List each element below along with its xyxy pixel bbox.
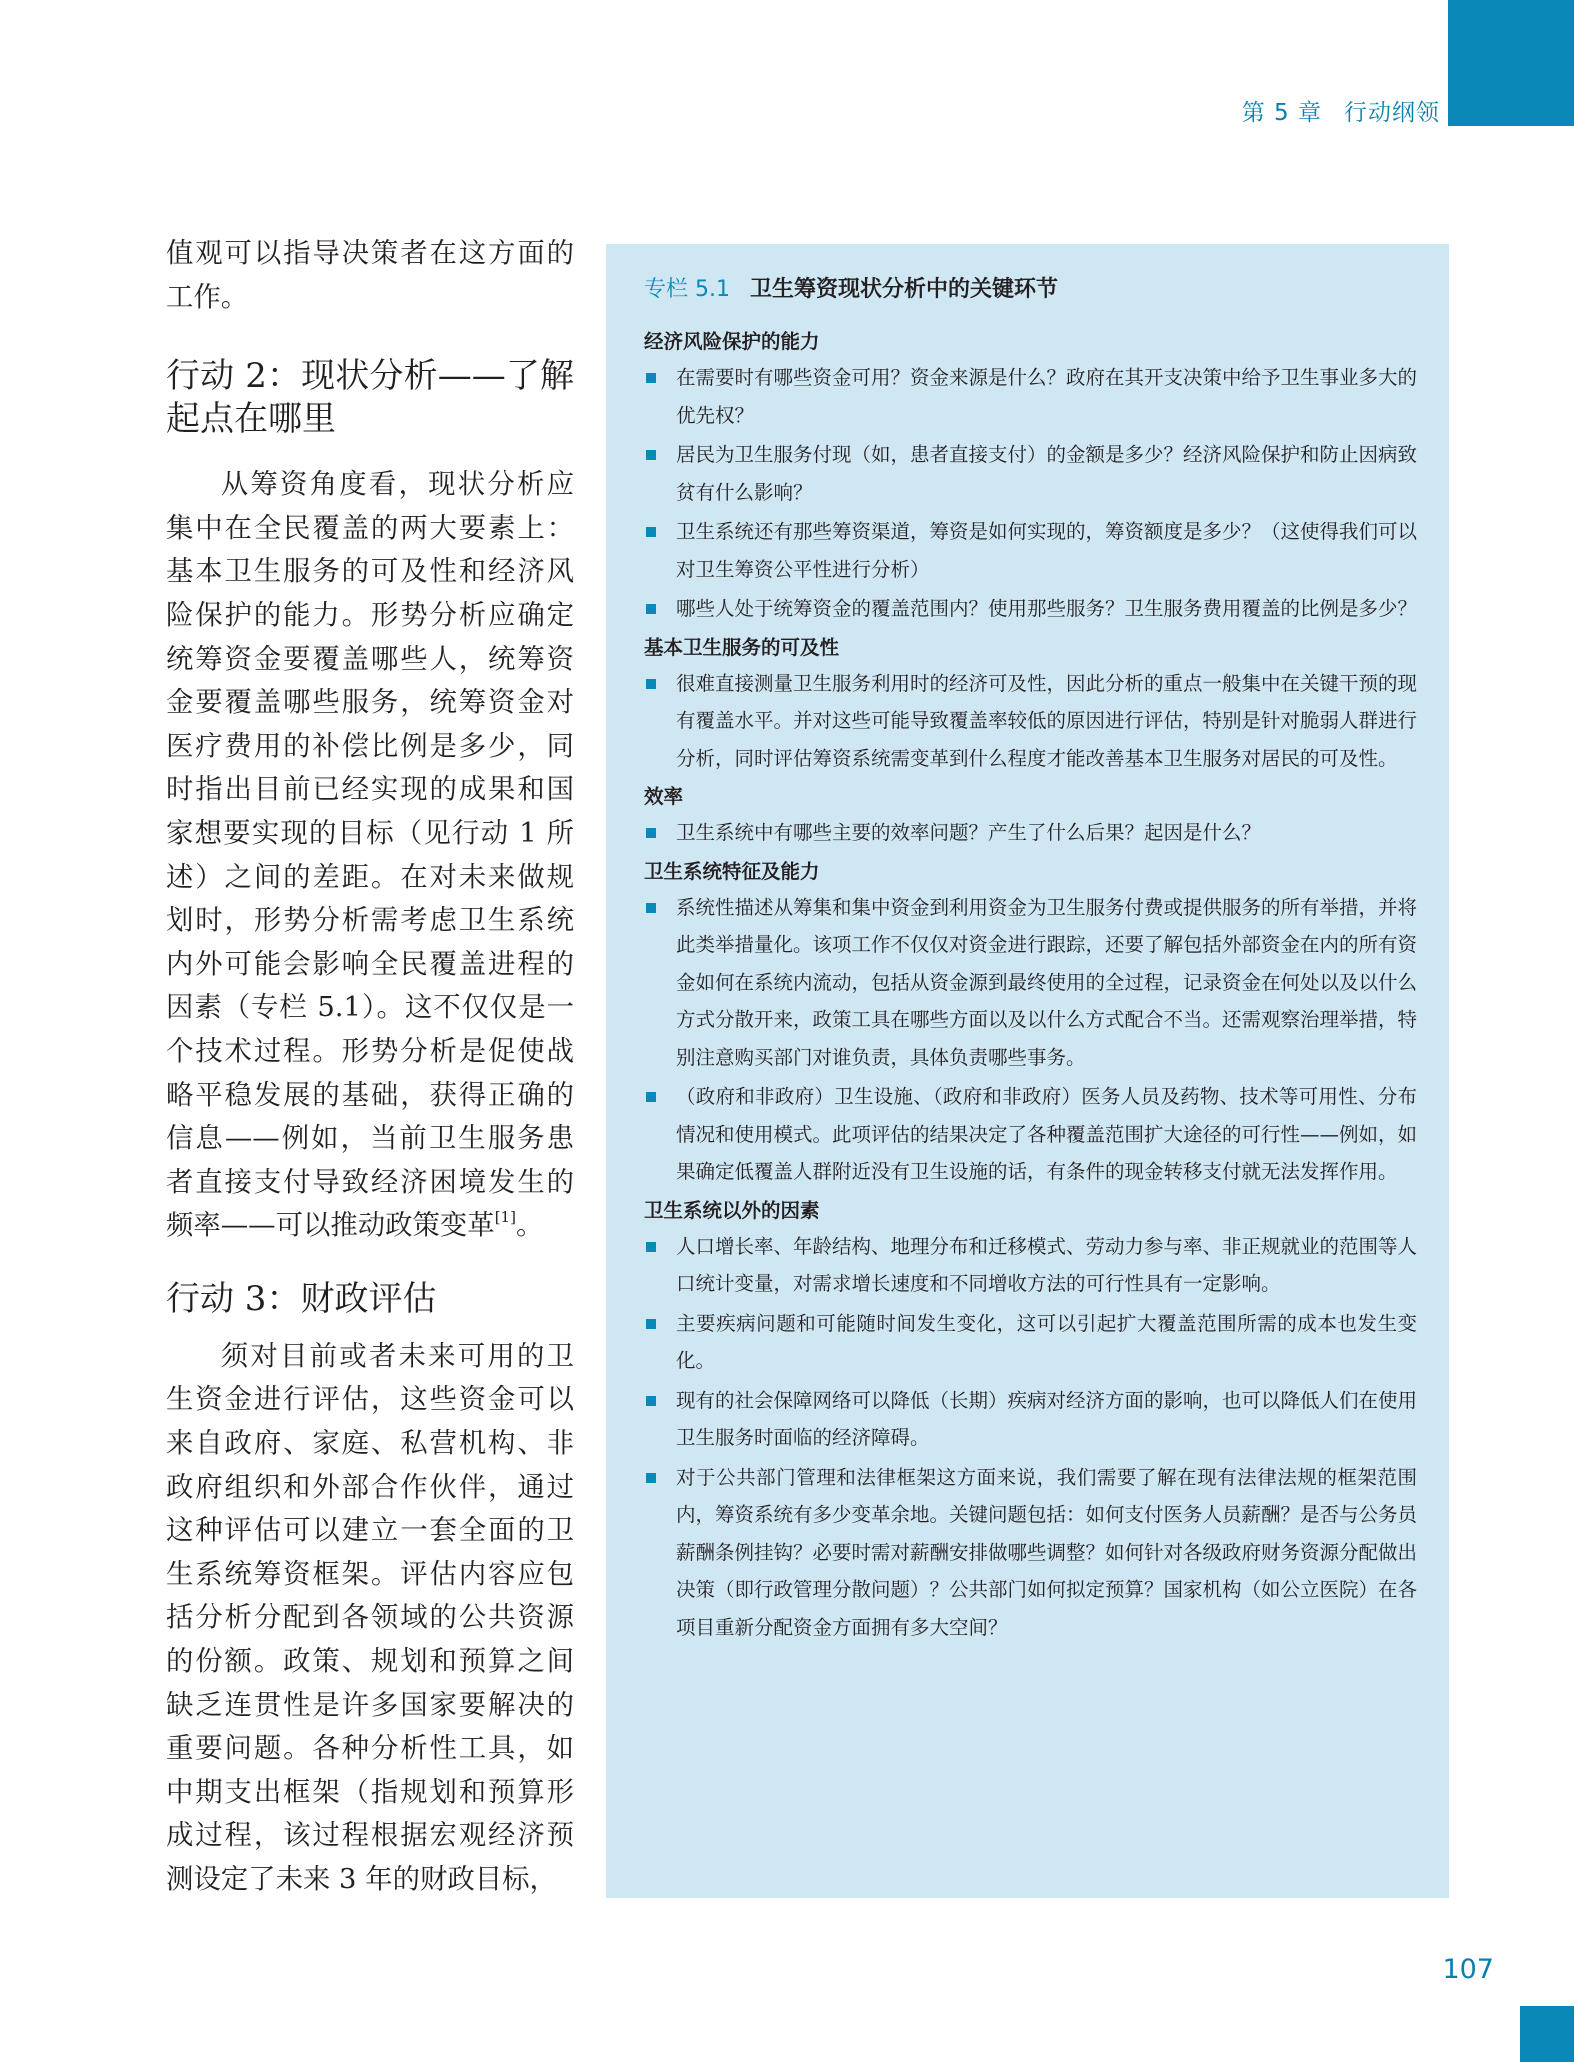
chapter-title: 行动纲领 [1344,100,1440,126]
box-section-heading: 卫生系统以外的因素 [644,1198,820,1222]
list-item [638,665,1417,778]
list-item [638,513,1417,588]
square-bullet-icon [646,1396,656,1406]
box-sections [638,328,1417,1646]
action2-heading: 行动 2：现状分析——了解起点在哪里 [166,356,574,440]
square-bullet-icon [646,527,656,537]
list-item-text: 居民为卫生服务付现（如，患者直接支付）的金额是多少？经济风险保护和防止因病致贫有什么影响？ [676,443,1418,504]
list-item-text: 系统性描述从筹集和集中资金到利用资金为卫生服务付费或提供服务的所有举措，并将此类举措量化。该项工作不仅仅对资金进行跟踪，还要了解包括外部资金在内的所有资金如何在系统内流动，包括从资金源到最终使用的全过程，记录资金在何处以及以什么方式分散开来，政策工具在哪些方面以及以什么方式配合不当。还需观察治理举措，特别注意购买部门对谁负责，具体负责哪些事务。 [676,895,1418,1069]
square-bullet-icon [646,1319,656,1329]
citation-ref[interactable]: [1] [494,1208,516,1227]
list-item-text: 主要疾病问题和可能随时间发生变化，这可以引起扩大覆盖范围所需的成本也发生变化。 [676,1311,1417,1372]
list-item [638,359,1417,434]
square-bullet-icon [646,373,656,383]
list-item-text: 卫生系统还有那些筹资渠道，筹资是如何实现的，筹资额度是多少？（这使得我们可以对卫生筹资公平性进行分析） [676,520,1418,581]
list-item [638,1305,1417,1380]
square-bullet-icon [646,1473,656,1483]
list-item [638,436,1417,511]
list-item [638,1228,1417,1303]
list-item [638,590,1417,628]
box-section-heading: 经济风险保护的能力 [644,330,820,353]
square-bullet-icon [646,450,656,460]
list-item [638,1459,1417,1647]
sidebar-box-5-1 [606,244,1449,1898]
page-number: 107 [1442,1954,1494,1985]
running-header [1140,94,1440,127]
list-item [638,814,1417,852]
list-item [638,1382,1417,1457]
box-section-heading: 卫生系统特征及能力 [644,859,820,883]
box-label: 专栏 5.1 [644,277,730,302]
list-item [638,889,1417,1077]
list-item [638,1078,1417,1191]
box-section-heading: 基本卫生服务的可及性 [644,635,840,659]
list-item-text: 在需要时有哪些资金可用？资金来源是什么？政府在其开支决策中给予卫生事业多大的优先权？ [676,366,1418,427]
list-item-text: 很难直接测量卫生服务利用时的经济可及性，因此分析的重点一般集中在关键干预的现有覆盖水平。并对这些可能导致覆盖率较低的原因进行评估，特别是针对脆弱人群进行分析，同时评估筹资系统需变革到什么程度才能改善基本卫生服务对居民的可及性。 [676,671,1418,770]
square-bullet-icon [646,1092,656,1102]
list-item-text: 现有的社会保障网络可以降低（长期）疾病对经济方面的影响，也可以降低人们在使用卫生服务时面临的经济障碍。 [676,1388,1418,1449]
list-item-text: 哪些人处于统筹资金的覆盖范围内？使用那些服务？卫生服务费用覆盖的比例是多少？ [676,597,1418,620]
action3-heading: 行动 3：财政评估 [166,1278,437,1319]
box-title-text: 卫生筹资现状分析中的关键环节 [749,277,1058,302]
chapter-tab-bottom [1520,2006,1574,2062]
square-bullet-icon [646,828,656,838]
box-bullet-list [638,814,1417,852]
list-item-text: 对于公共部门管理和法律框架这方面来说，我们需要了解在现有法律法规的框架范围内，筹资系统有多少变革余地。关键问题包括：如何支付医务人员薪酬？是否与公务员薪酬条例挂钩？必要时需对薪酬安排做哪些调整？如何针对各级政府财务资源分配做出决策（即行政管理分散问题）？公共部门如何拟定预算？国家机构（如公立医院）在各项目重新分配资金方面拥有多大空间？ [676,1465,1418,1639]
chapter-number: 第 5 章 [1241,100,1322,126]
box-section-heading: 效率 [644,785,684,808]
square-bullet-icon [646,604,656,614]
chapter-tab-top [1448,0,1574,126]
list-item-text: 人口增长率、年龄结构、地理分布和迁移模式、劳动力参与率、非正规就业的范围等人口统计变量，对需求增长速度和不同增收方法的可行性具有一定影响。 [676,1234,1418,1295]
action2-body: 从筹资角度看，现状分析应集中在全民覆盖的两大要素上：基本卫生服务的可及性和经济风险保护的能力。形势分析应确定统筹资金要覆盖哪些人，统筹资金要覆盖哪些服务，统筹资金对医疗费用的补偿比例是多少，同时指出目前已经实现的成果和国家想要实现的目标（见行动 1 所述）之间的差距。在对未来做规划时，形势分析需考虑卫生系统内外可能会影响全民覆盖进程的因素（专栏 5.1）。这不仅仅是一个技术过程。形势分析是促使战略平稳发展的基础，获得正确的信息——例如，当前卫生服务患者直接支付导致经济困境发生的频率——可以推动政策变革 [166,469,574,1242]
box-title [644,274,1417,306]
intro-continuation: 值观可以指导决策者在这方面的工作。 [166,238,574,313]
box-bullet-list [638,359,1417,628]
list-item-text: （政府和非政府）卫生设施、（政府和非政府）医务人员及药物、技术等可用性、分布情况和使用模式。此项评估的结果决定了各种覆盖范围扩大途径的可行性——例如，如果确定低覆盖人群附近没有卫生设施的话，有条件的现金转移支付就无法发挥作用。 [676,1085,1418,1183]
main-text-column [166,232,574,1902]
box-bullet-list [638,889,1417,1191]
list-item-text: 卫生系统中有哪些主要的效率问题？产生了什么后果？起因是什么？ [676,821,1262,844]
square-bullet-icon [646,903,656,913]
box-bullet-list [638,665,1417,778]
square-bullet-icon [646,1242,656,1252]
box-bullet-list [638,1228,1417,1647]
action3-paragraph: 须对目前或者未来可用的卫生资金进行评估，这些资金可以来自政府、家庭、私营机构、非政府组织和外部合作伙伴，通过这种评估可以建立一套全面的卫生系统筹资框架。评估内容应包括分析分配到各领域的公共资源的份额。政策、规划和预算之间缺乏连贯性是许多国家要解决的重要问题。各种分析性工具，如中期支出框架（指规划和预算形成过程，该过程根据宏观经济预测设定了未来 3 年的财政目标， [166,1340,574,1895]
square-bullet-icon [646,679,656,689]
action2-paragraph [166,463,574,1248]
action2-end: 。 [515,1210,544,1242]
